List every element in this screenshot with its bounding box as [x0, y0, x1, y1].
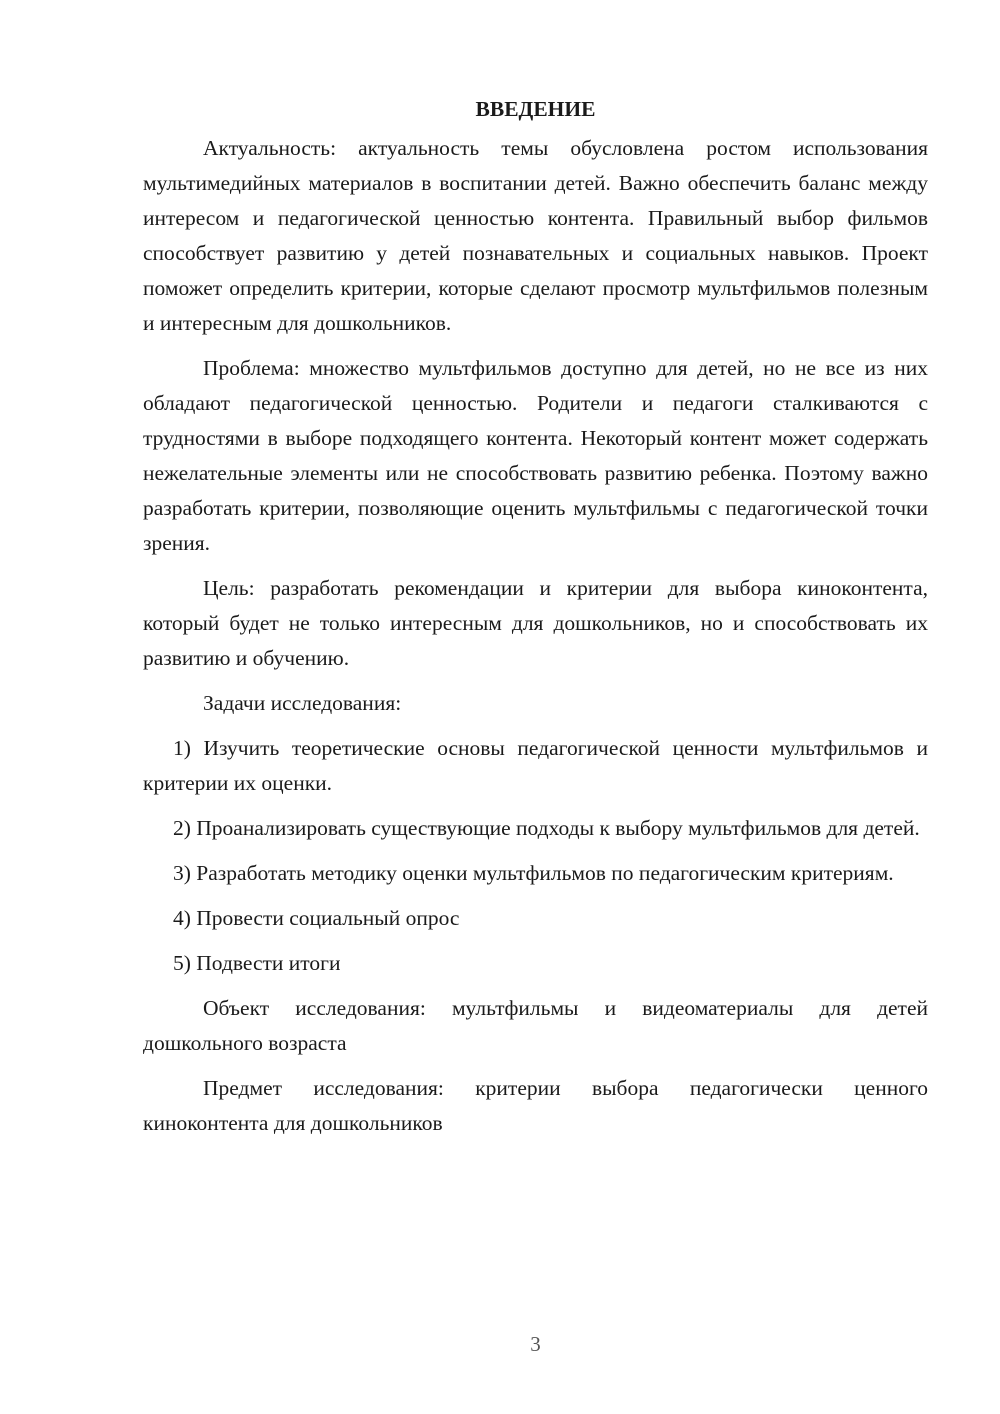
task-item-4: 4) Провести социальный опрос — [173, 906, 460, 930]
paragraph-problem: Проблема: множество мультфильмов доступно для детей, но не все из них обладают педагогической ценностью. Родители и педагоги сталкиваются с трудностями в выборе подходящего контента. Некоторый контент может содержать нежелательные элементы или не способствовать развитию ребенка. Поэтому важно разработать критерии, позволяющие оценить мультфильмы с педагогической точки зрения. — [143, 356, 928, 555]
paragraph-relevance: Актуальность: актуальность темы обусловлена ростом использования мультимедийных материалов в воспитании детей. Важно обеспечить баланс между интересом и педагогической ценностью контента. Правильный выбор фильмов способствует развитию у детей познавательных и социальных навыков. Проект поможет определить критерии, которые сделают просмотр мультфильмов полезным и интересным для дошкольников. — [143, 136, 928, 335]
page-number: 3 — [530, 1332, 541, 1356]
task-item-1: 1) Изучить теоретические основы педагогической ценности мультфильмов и критерии их оценки. — [143, 736, 928, 795]
paragraph-object: Объект исследования: мультфильмы и видеоматериалы для детей дошкольного возраста — [143, 996, 928, 1055]
document-page — [143, 90, 928, 1151]
task-item-3: 3) Разработать методику оценки мультфильмов по педагогическим критериям. — [173, 861, 894, 885]
paragraph-goal: Цель: разработать рекомендации и критерии для выбора киноконтента, который будет не только интересным для дошкольников, но и способствовать их развитию и обучению. — [143, 576, 928, 670]
paragraph-subject: Предмет исследования: критерии выбора педагогически ценного киноконтента для дошкольников — [143, 1076, 928, 1135]
tasks-heading: Задачи исследования: — [203, 691, 402, 715]
task-item-2: 2) Проанализировать существующие подходы к выбору мультфильмов для детей. — [173, 816, 920, 840]
task-item-5: 5) Подвести итоги — [173, 951, 341, 975]
section-title: ВВЕДЕНИЕ — [475, 97, 596, 121]
